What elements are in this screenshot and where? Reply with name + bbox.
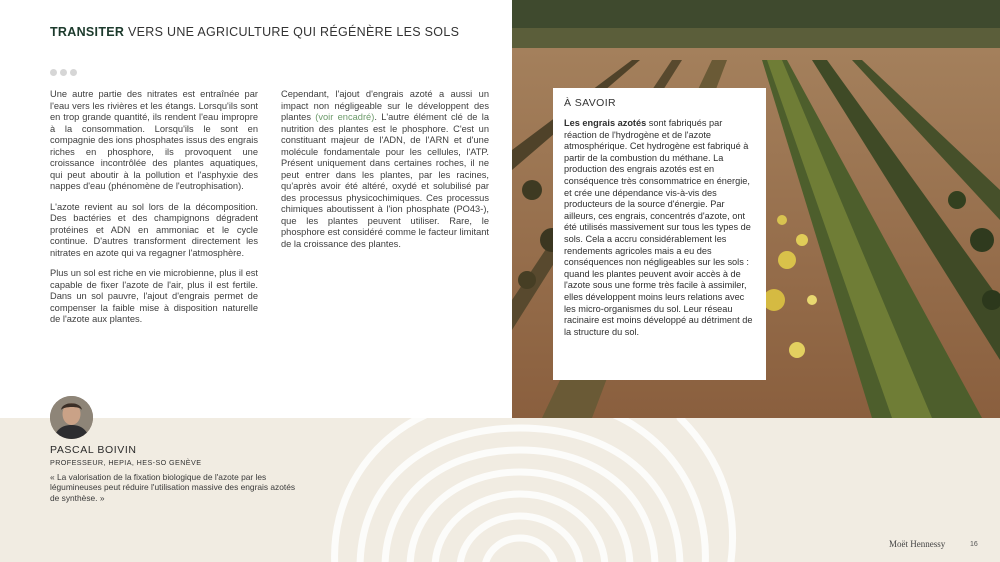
person-role: PROFESSEUR, HEPIA, HES-SO GENÈVE: [50, 458, 202, 467]
title-strong: TRANSITER: [50, 25, 125, 39]
title-rest: VERS UNE AGRICULTURE QUI RÉGÉNÈRE LES SOLS: [124, 25, 460, 39]
three-dots-icon: [50, 69, 77, 76]
person-name: PASCAL BOIVIN: [50, 444, 137, 456]
info-box-heading: À SAVOIR: [564, 97, 617, 109]
column1-paragraph-1: Une autre partie des nitrates est entraînée par l'eau vers les rivières et les étangs. Lorsqu'ils sont en trop grande quantité, ils rendent l'eau impropre à la consommation. Lorsqu'ils le sont en compagnie des ions phosphates issus des engrais riches en phosphore, ils provoquent une croissance incontrôlée des plantes aquatiques, qui peut aboutir à la pollution et l'asphyxie des nappes d'eau (phénomène de l'eutrophisation).: [50, 89, 258, 191]
info-box-body: sont fabriqués par réaction de l'hydrogène et de l'azote atmosphérique. Cet hydrogène est fabriqué à partir de la combustion du méthane. La production des engrais azotés est en conséquence très consommatrice en énergie, et crée une dépendance vis-à-vis des producteurs de la source d'énergie. Par ailleurs, ces engrais, concentrés d'azote, ont été utilisés massivement sur tous les types de sols. Cela a accru considérablement les rendements agricoles mais a eu des conséquences non négligeables sur les sols : quand les plantes peuvent avoir accès à de l'azote sous une forme très facile à assimiler, elles développent moins leurs relations avec les micro-organismes du sol. Leur réseau racinaire est moins développé au détriment de la structure du sol.: [564, 118, 753, 337]
column1-paragraph-3: Plus un sol est riche en vie microbienne, plus il est capable de fixer l'azote de l'air, plus il est fertile. Dans un sol pauvre, l'ajout d'engrais permet de compenser la faible mise à disposition naturelle de l'azote aux plantes.: [50, 268, 258, 324]
column2-text-after-link: . L'autre élément clé de la nutrition des plantes est le phosphore. C'est un constituant majeur de l'ADN, de l'ARN et d'une molécule fondamentale pour les cellules, l'ATP. Présent uniquement dans certaines roches, il ne peut entrer dans les plantes, par les racines, qu'après avoir été altéré, oxydé et solubilisé par des processus physicochimiques. Ces processus chimiques aboutissent à l'ion phosphate (PO43-), que les plantes peuvent utiliser. Rare, le phosphore est considéré comme le facteur limitant de la croissance des plantes.: [281, 112, 490, 249]
info-box-text: [564, 118, 755, 338]
avatar: [50, 396, 93, 439]
person-quote: « La valorisation de la fixation biologique de l'azote par les légumineuses peut réduire l'utilisation massive des engrais azotés de synthèse. »: [50, 472, 296, 503]
column1-paragraph-2: L'azote revient au sol lors de la décomposition. Des bactéries et des champignons dégradent protéines et ADN en ammoniac et le cycle continue. D'autres transforment directement les nitrates en azote qui va regagner l'atmosphère.: [50, 201, 258, 258]
see-box-link[interactable]: (voir encadré): [315, 112, 375, 122]
info-box: [553, 88, 766, 380]
info-box-emphasis: Les engrais azotés: [564, 118, 647, 128]
text-column-1: [50, 89, 258, 335]
brand-logo: Moët Hennessy: [889, 539, 946, 549]
page-number: 16: [970, 541, 978, 548]
text-column-2: [281, 89, 489, 259]
column2-paragraph: [281, 89, 489, 250]
column2-text-before-link: Cependant, l'ajout d'engrais azoté a aussi un impact non négligeable sur le développent des plantes: [281, 89, 489, 122]
page-title: [50, 25, 459, 39]
